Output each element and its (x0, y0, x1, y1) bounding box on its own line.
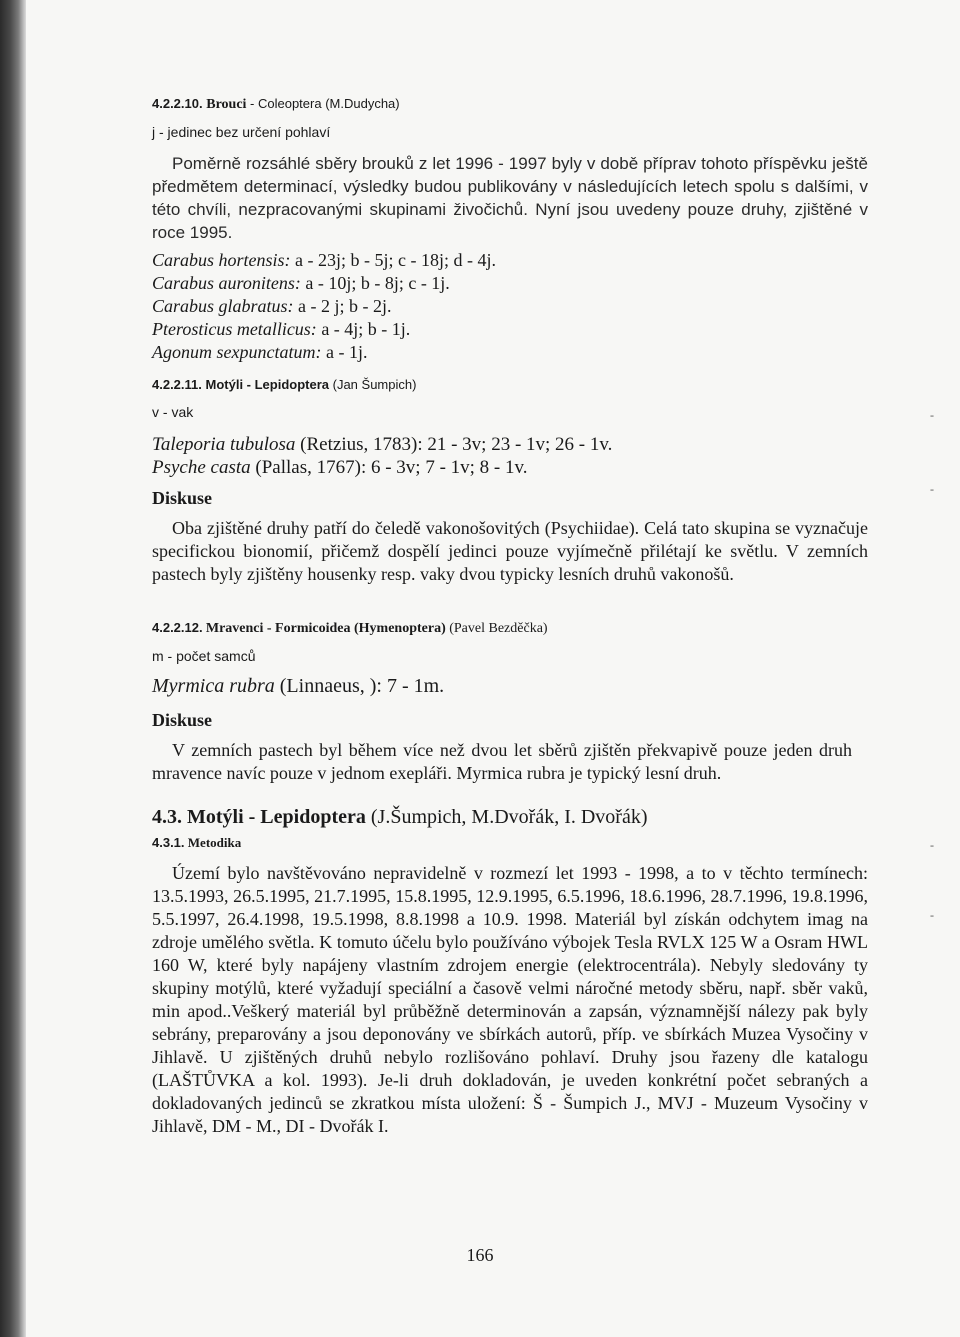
heading-4-3 (152, 806, 870, 829)
species-list-mravenci (152, 675, 870, 698)
species-list-motyli (152, 433, 870, 479)
diskuse-title: Diskuse (152, 710, 213, 730)
species-name: Myrmica rubra (152, 675, 275, 697)
species-name: Carabus hortensis: (152, 250, 291, 270)
legend-motyli: v - vak (152, 404, 194, 420)
species-item (152, 433, 870, 456)
subheading-metodika (152, 835, 870, 851)
scan-spine-shadow (0, 0, 26, 1337)
species-item (152, 295, 870, 318)
species-list-brouci (152, 249, 870, 364)
heading-title: Brouci (206, 97, 247, 112)
species-data: (Linnaeus, ): 7 - 1m. (274, 675, 445, 697)
species-name: Agonum sexpunctatum: (152, 342, 322, 362)
margin-mark: - (930, 908, 934, 922)
heading-number: 4.2.2.11. (152, 377, 202, 392)
heading-brouci (152, 96, 870, 113)
species-data: (Pallas, 1767): 6 - 3v; 7 - 1v; 8 - 1v. (250, 457, 528, 478)
heading-title: Motýli - Lepidoptera (187, 806, 366, 828)
paragraph-metodika: Území bylo navštěvováno nepravidelně v rozmezí let 1993 - 1998, a to v těchto termínech: 13.5.1993, 26.5.1995, 21.7.1995, 15.8.1995, 12.9.1995, 6.5.1996, 18.6.1996, 28.7.1996, 19.8.1996, 5.5.1997, 26.4.1998, 19.5.1998, 8.8.1998 a 10.9. 1998. Materiál byl získán odchytem imag na zdroje umělého světla. K tomuto účelu bylo používáno výbojek Tesla RVLX 125 W a Osram HWL 160 W, které byly napájeny vlastním zdrojem energie (elektrocentrála). Nebyly sledovány ty skupiny motýlů, které vyžadují speciální a časově velmi náročné metody sběru, např. sběr vaků, min apod..Veškerý materiál byl průběžně determinován a zapsán, významnější nálezy pak byly sebrány, preparovány a jsou deponovány ve sbírkách autorů, příp. ve sbírkách Muzea Vysočiny v Jihlavě. U zjištěných druhů nebylo rozlišováno pohlaví. Druhy jsou řazeny dle katalogu (LAŠTŮVKA a kol. 1993). Je-li druh dokladován, je uveden konkrétní počet sebraných a dokladovaných jedinců se zkratkou místa uložení: Š - Šumpich J., MVJ - Muzeum Vysočiny v Jihlavě, DM - M., DI - Dvořák I. (152, 863, 868, 1136)
diskuse-title: Diskuse (152, 488, 213, 508)
diskuse-text: V zemních pastech byl během více než dvou let sběrů zjištěn překvapivě pouze jeden druh mravence navíc pouze v jednom exepláři. Myrmica rubra je typický lesní druh. (152, 740, 852, 783)
heading-title: Motýli - Lepidoptera (205, 377, 330, 392)
heading-title: Mravenci - Formicoidea (Hymenoptera) (205, 621, 446, 636)
species-name: Carabus glabratus: (152, 296, 294, 316)
legend-brouci: j - jedinec bez určení pohlaví (152, 124, 331, 140)
species-data: a - 4j; b - 1j. (316, 319, 411, 339)
species-item (152, 272, 870, 295)
paragraph-brouci: Poměrně rozsáhlé sběry brouků z let 1996 - 1997 byly v době příprav tohoto příspěvku ještě předmětem determinací, výsledky budou publikovány v následujících letech spolu s dalšími, v této chvíli, nezpracovanými skupinami živočichů. Nyní jsou uvedeny pouze druhy, zjištěné v roce 1995. (152, 154, 868, 242)
heading-number: 4.3. (152, 806, 182, 828)
heading-number: 4.2.2.10. (152, 96, 203, 111)
heading-author: (Jan Šumpich) (329, 377, 417, 392)
heading-mravenci (152, 620, 870, 637)
species-name: Carabus auronitens: (152, 273, 301, 293)
species-name: Psyche casta (152, 457, 251, 478)
margin-mark: - (930, 482, 934, 496)
heading-author: - Coleoptera (M.Dudycha) (246, 96, 400, 111)
species-data: a - 2 j; b - 2j. (293, 296, 392, 316)
subheading-number: 4.3.1. (152, 835, 185, 850)
page-number: 166 (466, 1245, 494, 1265)
heading-authors: (J.Šumpich, M.Dvořák, I. Dvořák) (365, 806, 648, 828)
species-item (152, 249, 870, 272)
species-item (152, 341, 870, 364)
subheading-title: Metodika (187, 835, 242, 850)
diskuse-text: Oba zjištěné druhy patří do čeledě vakonošovitých (Psychiidae). Celá tato skupina se vyznačuje specifickou bionomií, přičemž dospělí jedinci pouze vyjímečně přilétají ke světlu. V zemních pastech byly zjištěny housenky resp. vaky dvou typicky lesních druhů vakonošů. (152, 518, 868, 584)
heading-author: (Pavel Bezděčka) (445, 621, 548, 636)
species-item (152, 675, 870, 698)
species-name: Taleporia tubulosa (152, 434, 296, 455)
legend-mravenci: m - počet samců (152, 648, 256, 664)
heading-motyli (152, 377, 870, 392)
species-data: a - 10j; b - 8j; c - 1j. (300, 273, 450, 293)
heading-number: 4.2.2.12. (152, 620, 203, 635)
margin-mark: - (930, 838, 934, 852)
species-data: a - 1j. (321, 342, 368, 362)
species-item (152, 456, 870, 479)
species-item (152, 318, 870, 341)
species-data: a - 23j; b - 5j; c - 18j; d - 4j. (290, 250, 496, 270)
margin-mark: - (930, 408, 934, 422)
species-data: (Retzius, 1783): 21 - 3v; 23 - 1v; 26 - 1v. (295, 434, 613, 455)
species-name: Pterosticus metallicus: (152, 319, 317, 339)
